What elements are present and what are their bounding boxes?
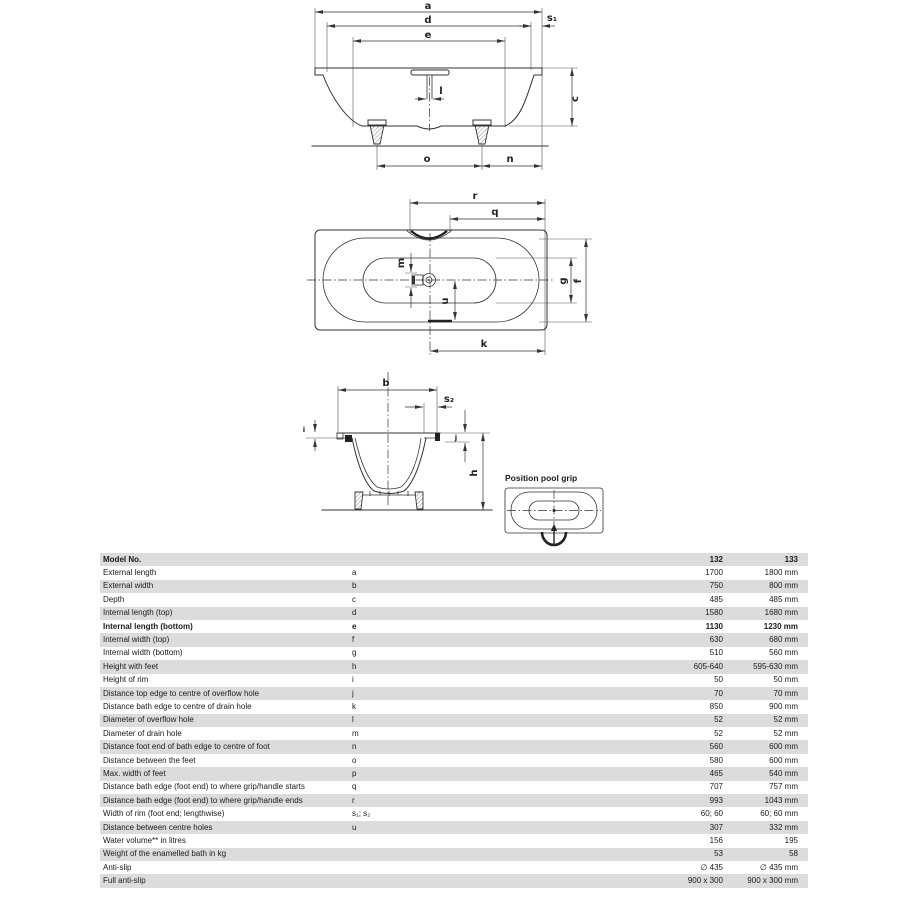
- table-row: [100, 700, 808, 713]
- dim-label-j: j: [454, 434, 458, 442]
- spec-value-132: 52: [714, 715, 723, 725]
- spec-key: f: [352, 635, 355, 645]
- spec-value-132: 605-640: [693, 661, 723, 671]
- spec-value-132: 1580: [705, 608, 723, 618]
- spec-key: l: [352, 715, 354, 725]
- table-row: [100, 861, 808, 874]
- spec-value-132: 52: [714, 728, 723, 738]
- spec-value-133: 560 mm: [769, 648, 798, 658]
- dim-label-s2: s₂: [443, 394, 455, 405]
- spec-value-133: 52 mm: [773, 728, 798, 738]
- pool-grip-diagram: [505, 473, 603, 545]
- spec-key: d: [352, 608, 357, 618]
- spec-key: q: [352, 782, 357, 792]
- dim-label-l: l: [439, 86, 443, 97]
- spec-label: Distance bath edge (foot end) to where grip/handle ends: [103, 796, 303, 805]
- spec-label: Max. width of feet: [103, 769, 166, 778]
- table-row: [100, 794, 808, 807]
- table-row: [100, 740, 808, 753]
- spec-value-132: 60; 60: [700, 809, 723, 819]
- spec-key: j: [352, 688, 354, 698]
- table-row: [100, 767, 808, 780]
- spec-value-132: 750: [709, 581, 723, 591]
- table-row: [100, 607, 808, 620]
- spec-value-133: ∅ 435 mm: [759, 862, 798, 872]
- spec-label: Weight of the enamelled bath in kg: [103, 850, 227, 859]
- spec-value-133: 900 x 300 mm: [747, 876, 798, 886]
- front-elevation-drawing: [312, 1, 581, 170]
- left-rim-lip: [345, 435, 352, 442]
- spec-key: e: [352, 621, 357, 631]
- right-foot-plate: [473, 120, 491, 125]
- spec-label: Distance between centre holes: [103, 823, 213, 832]
- table-row: [100, 687, 808, 700]
- spec-key: h: [352, 661, 357, 671]
- model-133-header: 133: [784, 554, 798, 564]
- dim-label-b: b: [382, 378, 390, 389]
- dim-label-h: h: [469, 469, 480, 477]
- table-row: [100, 821, 808, 834]
- spec-key: k: [352, 701, 356, 711]
- spec-value-133: 332 mm: [769, 822, 798, 832]
- spec-value-133: 1043 mm: [764, 795, 798, 805]
- right-rim-lip: [435, 433, 440, 441]
- left-foot-plate: [368, 120, 386, 125]
- tub-body-outline: [315, 68, 542, 129]
- table-row: [100, 660, 808, 673]
- spec-value-132: 630: [709, 635, 723, 645]
- spec-value-133: 1800 mm: [764, 568, 798, 578]
- table-row: [100, 593, 808, 606]
- spec-value-132: 50: [714, 675, 723, 685]
- spec-value-132: 993: [709, 795, 723, 805]
- spec-value-132: 850: [709, 701, 723, 711]
- dim-label-k: k: [480, 339, 488, 350]
- top-view-drawing: [307, 191, 592, 355]
- spec-value-133: 50 mm: [773, 675, 798, 685]
- spec-label: Distance bath edge to centre of drain hole: [103, 702, 252, 711]
- overflow-fitting: [411, 70, 449, 75]
- spec-value-132: ∅ 435: [700, 862, 723, 872]
- spec-value-133: 540 mm: [769, 768, 798, 778]
- spec-value-133: 58: [789, 849, 798, 859]
- spec-value-133: 757 mm: [769, 782, 798, 792]
- spec-value-133: 600 mm: [769, 742, 798, 752]
- spec-value-133: 70 mm: [773, 688, 798, 698]
- spec-value-132: 560: [709, 742, 723, 752]
- table-row: [100, 807, 808, 820]
- spec-value-132: 707: [709, 782, 723, 792]
- spec-key: c: [352, 594, 356, 604]
- spec-value-132: 53: [714, 849, 723, 859]
- table-row: [100, 647, 808, 660]
- dim-label-c: c: [570, 96, 581, 102]
- spec-value-133: 800 mm: [769, 581, 798, 591]
- spec-value-132: 70: [714, 688, 723, 698]
- table-row: [100, 754, 808, 767]
- spec-value-133: 900 mm: [769, 701, 798, 711]
- spec-key: a: [352, 568, 357, 578]
- spec-value-133: 1680 mm: [764, 608, 798, 618]
- spec-key: r: [352, 795, 355, 805]
- spec-key: m: [352, 728, 359, 738]
- model-no-header: Model No.: [103, 555, 142, 564]
- dim-label-q: q: [491, 207, 499, 218]
- specification-table: [100, 553, 808, 888]
- dim-label-d: d: [424, 15, 432, 26]
- spec-key: u: [352, 822, 357, 832]
- right-foot: [475, 125, 489, 144]
- dim-label-s1: s₁: [546, 13, 558, 24]
- spec-value-132: 510: [709, 648, 723, 658]
- spec-label: Diameter of drain hole: [103, 729, 182, 738]
- table-row: [100, 566, 808, 579]
- table-row: [100, 674, 808, 687]
- spec-label: Height with feet: [103, 662, 159, 671]
- spec-key: n: [352, 742, 357, 752]
- spec-label: Height of rim: [103, 676, 149, 685]
- dim-label-m: m: [396, 257, 407, 269]
- spec-label: Width of rim (foot end; lengthwise): [103, 810, 225, 819]
- table-row: [100, 633, 808, 646]
- table-row: [100, 727, 808, 740]
- spec-key: g: [352, 648, 357, 658]
- spec-value-132: 580: [709, 755, 723, 765]
- spec-key: s₁; s₂: [352, 809, 371, 819]
- spec-value-133: 195: [784, 835, 798, 845]
- spec-value-132: 485: [709, 594, 723, 604]
- spec-label: External width: [103, 582, 154, 591]
- dim-label-o: o: [423, 154, 431, 165]
- spec-value-133: 1230 mm: [763, 621, 798, 631]
- spec-label: Diameter of overflow hole: [103, 716, 194, 725]
- spec-label: Water volume** in litres: [103, 836, 186, 845]
- dim-label-i: i: [302, 426, 306, 434]
- spec-value-132: 465: [709, 768, 723, 778]
- spec-label: Distance between the feet: [103, 756, 196, 765]
- spec-label: Distance top edge to centre of overflow hole: [103, 689, 260, 698]
- spec-value-132: 900 x 300: [687, 876, 723, 886]
- spec-label: Distance foot end of bath edge to centre of foot: [103, 743, 270, 752]
- dim-label-a: a: [424, 1, 432, 12]
- spec-label: Depth: [103, 595, 125, 604]
- spec-key: b: [352, 581, 357, 591]
- table-row: [100, 714, 808, 727]
- table-row: [100, 620, 808, 633]
- dim-label-e: e: [424, 30, 432, 41]
- end-view-drawing: [303, 372, 492, 510]
- spec-table-body: [100, 566, 808, 887]
- spec-value-133: 485 mm: [769, 594, 798, 604]
- spec-value-132: 307: [709, 822, 723, 832]
- spec-value-133: 600 mm: [769, 755, 798, 765]
- grip-position-arrow: [551, 524, 557, 531]
- spec-value-133: 595-630 mm: [753, 661, 798, 671]
- spec-label: Distance bath edge (foot end) to where grip/handle starts: [103, 783, 305, 792]
- dim-label-u: u: [440, 297, 451, 305]
- spec-value-133: 60; 60 mm: [760, 809, 798, 819]
- spec-label: Internal length (top): [103, 609, 173, 618]
- dim-label-r: r: [472, 191, 478, 202]
- table-row: [100, 848, 808, 861]
- model-132-header: 132: [709, 554, 723, 564]
- table-header-row: [100, 553, 808, 566]
- spec-key: p: [352, 768, 357, 778]
- spec-key: i: [352, 675, 354, 685]
- spec-label: Anti-slip: [103, 863, 132, 872]
- spec-value-133: 52 mm: [773, 715, 798, 725]
- table-row: [100, 781, 808, 794]
- table-row: [100, 834, 808, 847]
- pool-grip-title: Position pool grip: [505, 473, 578, 483]
- end-left-foot: [355, 492, 363, 509]
- dim-label-n: n: [506, 154, 514, 165]
- spec-label: External length: [103, 569, 157, 578]
- spec-label: Full anti-slip: [103, 877, 146, 886]
- spec-label: Internal width (top): [103, 636, 170, 645]
- end-right-foot: [415, 492, 423, 509]
- table-row: [100, 874, 808, 887]
- spec-label: Internal length (bottom): [103, 622, 193, 631]
- spec-value-132: 1130: [705, 621, 723, 631]
- spec-label: Internal width (bottom): [103, 649, 183, 658]
- left-foot: [370, 125, 384, 144]
- spec-value-133: 680 mm: [769, 635, 798, 645]
- dim-label-f: f: [573, 278, 584, 284]
- spec-key: o: [352, 755, 357, 765]
- table-row: [100, 580, 808, 593]
- spec-value-132: 1700: [705, 568, 723, 578]
- dim-label-g: g: [558, 277, 569, 285]
- spec-value-132: 156: [709, 835, 723, 845]
